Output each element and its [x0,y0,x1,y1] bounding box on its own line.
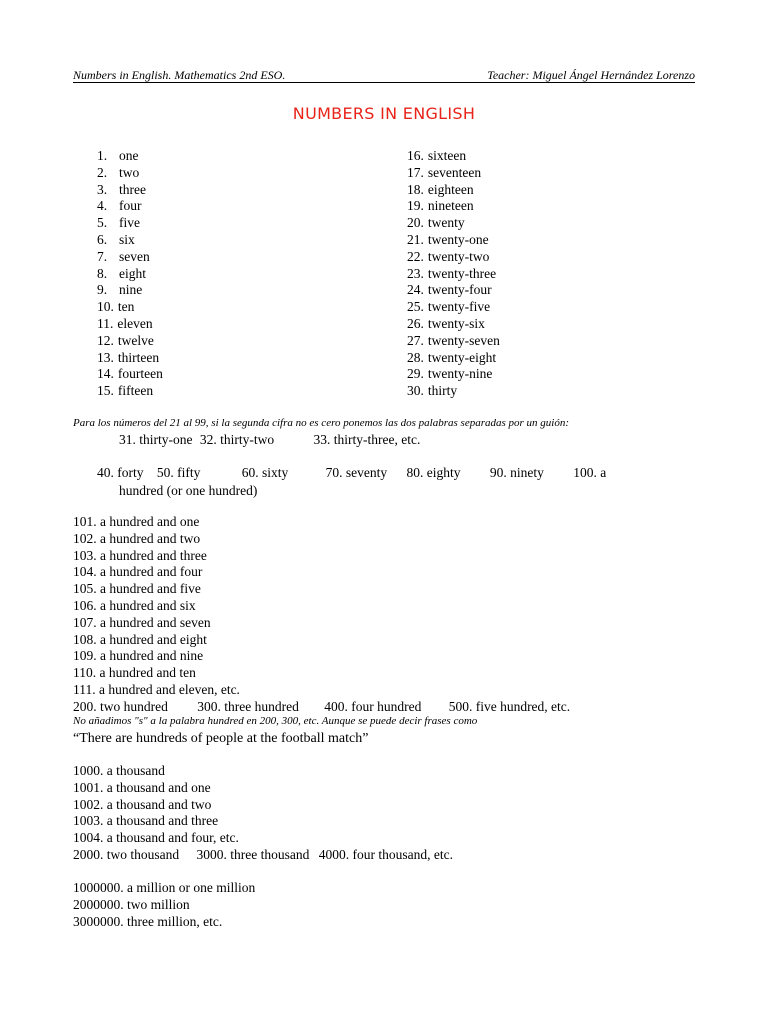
page-header [73,68,695,83]
hundreds-row: 200. two hundred 300. three hundred 400. four hundred 500. five hundred, etc. [73,698,571,714]
list-item: 7. seven [97,248,150,264]
hundreds-list [73,514,570,716]
list-item: 109. a hundred and nine [73,648,204,664]
list-item: 102. a hundred and two [73,530,201,546]
list-item: 3000000. three million, etc. [73,913,223,929]
list-item: 106. a hundred and six [73,597,196,613]
list-item: 29. twenty-nine [407,366,493,382]
list-item: 12. twelve [97,332,154,348]
list-item: 19. nineteen [407,198,474,214]
list-item: 1000000. a million or one million [73,880,256,895]
list-item: 104. a hundred and four [73,564,203,580]
list-item: 14. fourteen [97,366,163,382]
numbers-list-1-15 [97,148,163,400]
list-item: 1003. a thousand and three [73,813,219,829]
list-item: 1004. a thousand and four, etc. [73,830,239,846]
list-item: 10. ten [97,299,135,315]
list-item: 30. thirty [407,383,458,399]
list-item: 1002. a thousand and two [73,796,212,812]
list-item: 20. twenty [407,215,465,231]
list-item: 8. eight [97,265,146,281]
thousands-row: 2000. two thousand 3000. three thousand 4000. four thousand, etc. [73,846,453,862]
note-hundred-plural: No añadimos "s" a la palabra hundred en 200, 300, etc. Aunque se puede decir frases como [73,715,478,727]
examples-31-33: 31. thirty-one 32. thirty-two 33. thirty-three, etc. [119,432,421,447]
list-item: 103. a hundred and three [73,547,207,563]
header-right: Teacher: Miguel Ángel Hernández Lorenzo [487,68,695,82]
list-item: 4. four [97,198,142,214]
list-item: 24. twenty-four [407,282,492,298]
thousands-list [73,763,453,864]
list-item: 11. eleven [97,315,153,331]
tens-row-continuation: hundred (or one hundred) [119,483,258,498]
list-item: 27. twenty-seven [407,332,500,348]
list-item: 1001. a thousand and one [73,779,211,795]
list-item: 22. twenty-two [407,248,490,264]
list-item: 5. five [97,215,140,231]
quote-example: “There are hundreds of people at the football match” [73,731,369,746]
list-item: 9. nine [97,282,143,298]
list-item: 2000000. two million [73,896,190,912]
list-item: 21. twenty-one [407,231,489,247]
list-item: 6. six [97,231,135,247]
list-item: 13. thirteen [97,349,160,365]
list-item: 105. a hundred and five [73,581,201,597]
tens-row: 40. forty 50. fifty 60. sixty 70. seventy 80. eighty 90. ninety 100. a [97,465,607,480]
list-item: 15. fifteen [97,383,154,399]
header-left: Numbers in English. Mathematics 2nd ESO. [73,68,286,82]
list-item: 18. eighteen [407,181,474,197]
list-item: 1. one [97,148,139,163]
list-item: 3. three [97,181,146,197]
list-item: 111. a hundred and eleven, etc. [73,681,240,697]
note-hyphen-rule: Para los números del 21 al 99, si la segunda cifra no es cero ponemos las dos palabras separadas por un guión: [73,417,570,429]
list-item: 16. sixteen [407,148,467,163]
millions-list [73,880,255,930]
list-item: 101. a hundred and one [73,514,200,529]
list-item: 108. a hundred and eight [73,631,207,647]
list-item: 107. a hundred and seven [73,614,211,630]
list-item: 17. seventeen [407,164,482,180]
list-item: 25. twenty-five [407,299,491,315]
list-item: 23. twenty-three [407,265,497,281]
list-item: 110. a hundred and ten [73,665,196,681]
list-item: 1000. a thousand [73,763,165,778]
list-item: 26. twenty-six [407,315,485,331]
numbers-list-16-30 [407,148,500,400]
list-item: 28. twenty-eight [407,349,497,365]
list-item: 2. two [97,164,140,180]
page-title: NUMBERS IN ENGLISH [292,104,476,123]
